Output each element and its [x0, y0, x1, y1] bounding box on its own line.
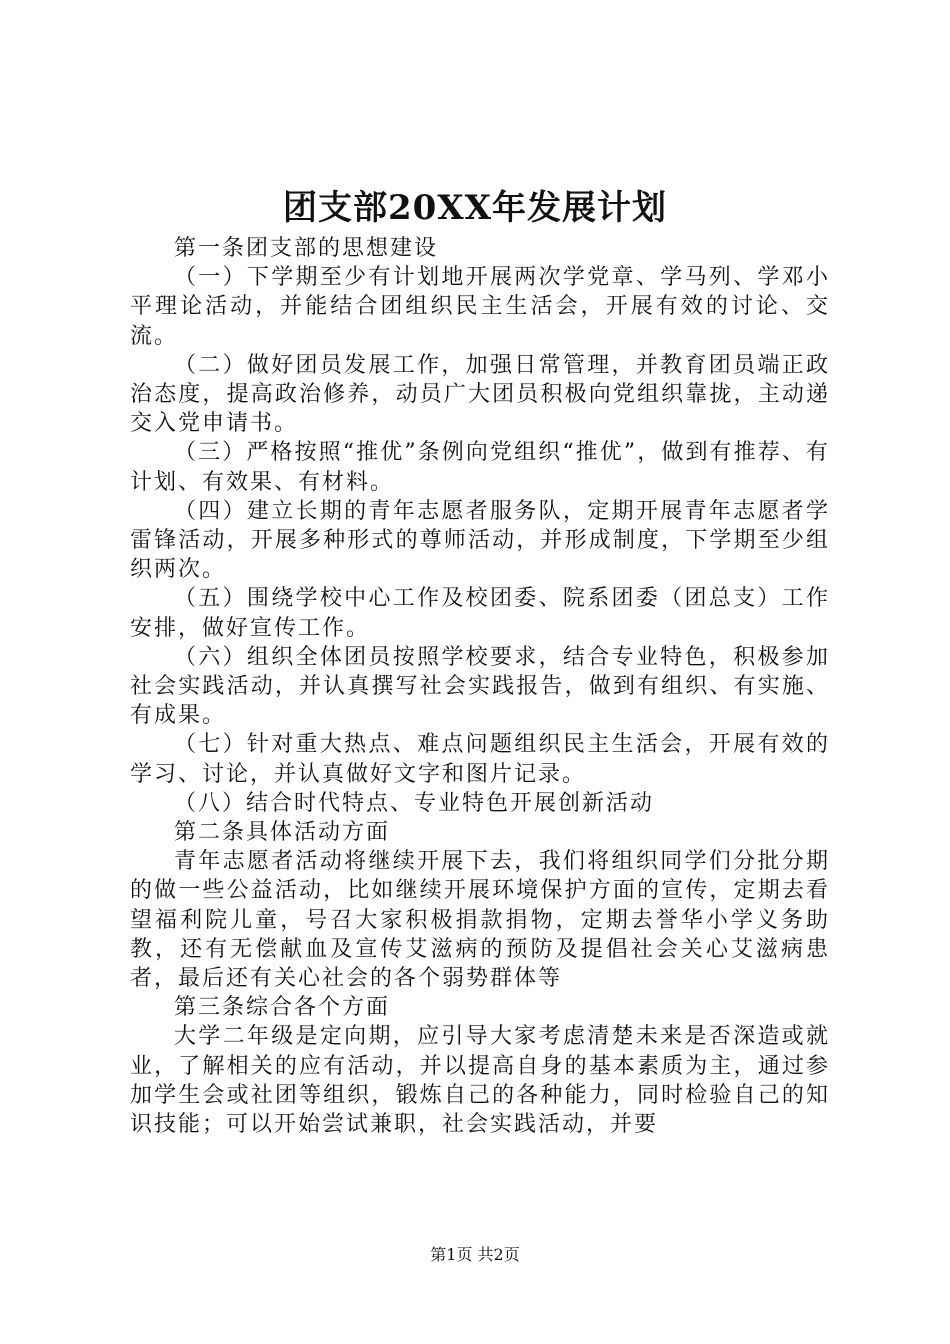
- section-heading-1: 第一条团支部的思想建设: [174, 236, 439, 261]
- page-footer: [0, 1244, 950, 1266]
- paragraph-item-7: （七）针对重大热点、难点问题组织民主生活会，开展有效的学习、讨论，并认真做好文字和图片记录。: [130, 732, 830, 787]
- document-body: [130, 234, 830, 1139]
- paragraph-item-8: （八）结合时代特点、专业特色开展创新活动: [174, 790, 655, 816]
- paragraph-item-6: （六）组织全体团员按照学校要求，结合专业特色，积极参加社会实践活动，并认真撰写社会实践报告，做到有组织、有实施、有成果。: [130, 644, 830, 729]
- paragraph-item-3: （三）严格按照“推优”条例向党组织“推优”，做到有推荐、有计划、有效果、有材料。: [130, 440, 830, 495]
- section-heading-2: 第二条具体活动方面: [174, 820, 391, 846]
- paragraph-item-1: （一）下学期至少有计划地开展两次学党章、学马列、学邓小平理论活动，并能结合团组织民主生活会，开展有效的讨论、交流。: [130, 265, 830, 349]
- page-total: 共2页: [477, 1245, 520, 1264]
- paragraph-activities: 青年志愿者活动将继续开展下去，我们将组织同学们分批分期的做一些公益活动，比如继续开展环境保护方面的宣传，定期去看望福利院儿童，号召大家积极捐款捐物，定期去誉华小学义务助教，还有无偿献血及宣传艾滋病的预防及提倡社会关心艾滋病患者，最后还有关心社会的各个弱势群体等: [130, 849, 830, 992]
- page-number: 第1页: [430, 1245, 473, 1264]
- section-heading-3: 第三条综合各个方面: [174, 995, 391, 1021]
- paragraph-item-5: （五）围绕学校中心工作及校团委、院系团委（团总支）工作安排，做好宣传工作。: [130, 586, 830, 641]
- paragraph-item-2: （二）做好团员发展工作，加强日常管理，并教育团员端正政治态度，提高政治修养，动员广大团员积极向党组织靠拢，主动递交入党申请书。: [130, 352, 830, 437]
- paragraph-comprehensive: 大学二年级是定向期，应引导大家考虑清楚未来是否深造或就业，了解相关的应有活动，并以提高自身的基本素质为主，通过参加学生会或社团等组织，锻炼自己的各种能力，同时检验自己的知识技能；可以开始尝试兼职，社会实践活动，并要: [130, 1024, 830, 1138]
- document-title: 团支部20XX年发展计划: [282, 188, 668, 228]
- paragraph-item-4: （四）建立长期的青年志愿者服务队，定期开展青年志愿者学雷锋活动，开展多种形式的尊师活动，并形成制度，下学期至少组织两次。: [130, 498, 830, 583]
